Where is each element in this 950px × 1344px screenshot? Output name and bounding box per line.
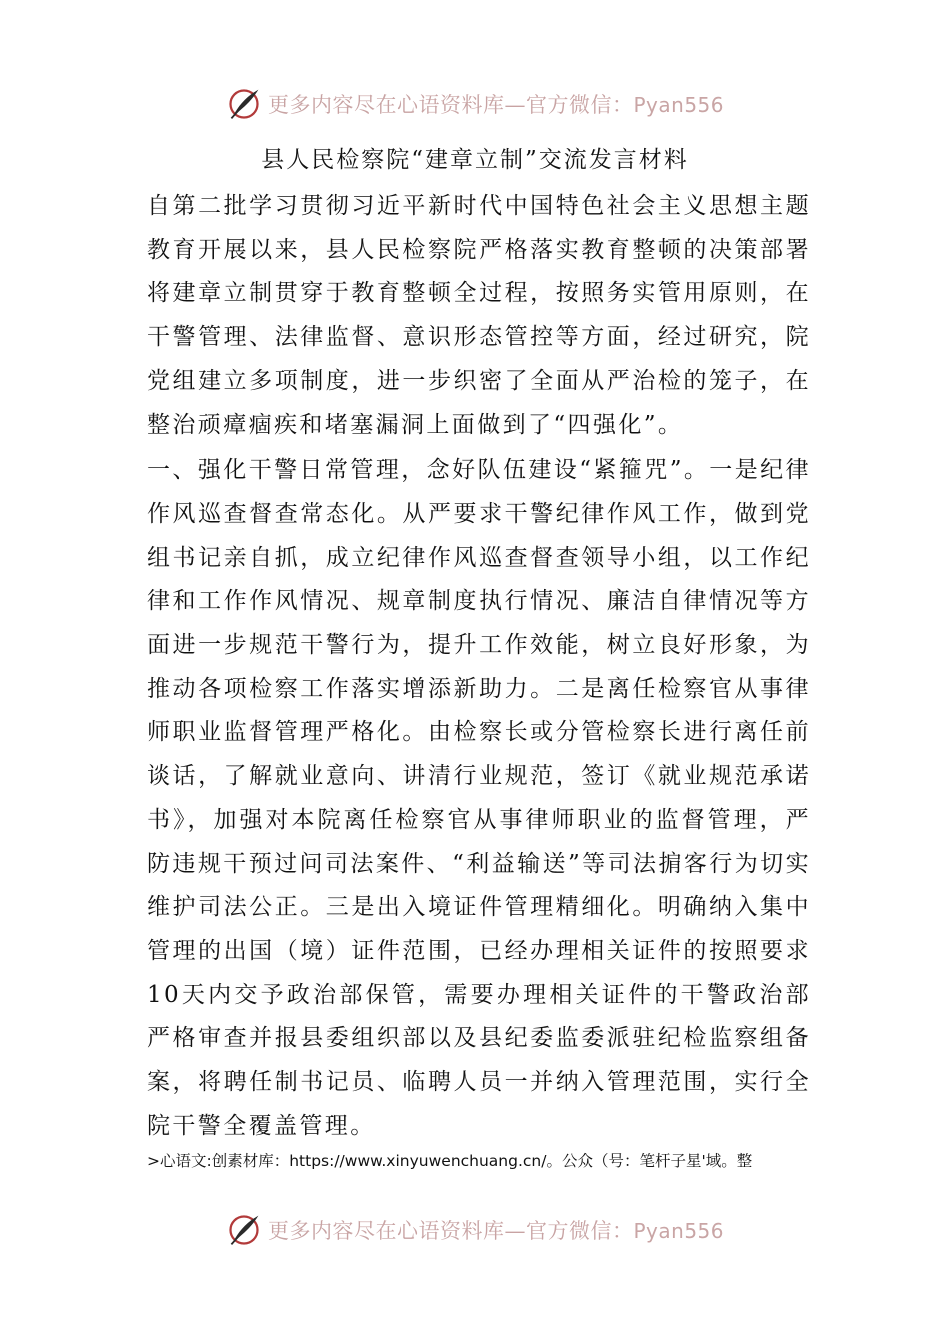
paragraph-intro: 自第二批学习贯彻习近平新时代中国特色社会主义思想主题教育开展以来，县人民检察院严格落实教育整顿的决策部署将建章立制贯穿于教育整顿全过程，按照务实管用原则，在干警管理、法律监督、意识形态管控等方面，经过研究，院党组建立多项制度，进一步织密了全面从严治检的笼子，在整治顽瘴痼疾和堵塞漏洞上面做到了“四强化”。 <box>147 193 811 438</box>
paragraph-section-one: 一、强化干警日常管理，念好队伍建设“紧箍咒”。一是纪律作风巡查督查常态化。从严要求干警纪律作风工作，做到党组书记亲自抓，成立纪律作风巡查督查领导小组，以工作纪律和工作作风情况、规章制度执行情况、廉洁自律情况等方面进一步规范干警行为，提升工作效能，树立良好形象，为推动各项检察工作落实增添新助力。二是离任检察官从事律师职业监督管理严格化。由检察长或分管检察长进行离任前谈话，了解就业意向、讲清行业规范，签订《就业规范承诺书》，加强对本院离任检察官从事律师职业的监督管理，严防违规干预过问司法案件、“利益输送”等司法掮客行为切实维护司法公正。三是出入境证件管理精细化。明确纳入集中管理的出国（境）证件范围，已经办理相关证件的按照要求10天内交予政治部保管，需要办理相关证件的干警政治部严格审查并报县委组织部以及县纪委监委派驻纪检监察组备案，将聘任制书记员、临聘人员一并纳入管理范围，实行全院干警全覆盖管理。 <box>147 457 811 1139</box>
banner-text: 更多内容尽在心语资料库—官方微信：Pyan556 <box>267 93 724 117</box>
document-body <box>147 185 811 1148</box>
quill-logo-icon <box>226 86 262 122</box>
quill-logo-icon <box>226 1212 262 1248</box>
header-banner <box>0 82 950 126</box>
footer-banner <box>0 1208 950 1252</box>
banner-text: 更多内容尽在心语资料库—官方微信：Pyan556 <box>267 1219 724 1243</box>
wechat-id: Pyan556 <box>633 93 724 117</box>
wechat-id: Pyan556 <box>633 1219 724 1243</box>
source-footnote: >心语文:创素材库：https://www.xinyuwenchuang.cn/。公众（号：笔杆子星'域。整 <box>147 1152 753 1170</box>
document-title: 县人民检察院“建章立制”交流发言材料 <box>261 147 689 173</box>
